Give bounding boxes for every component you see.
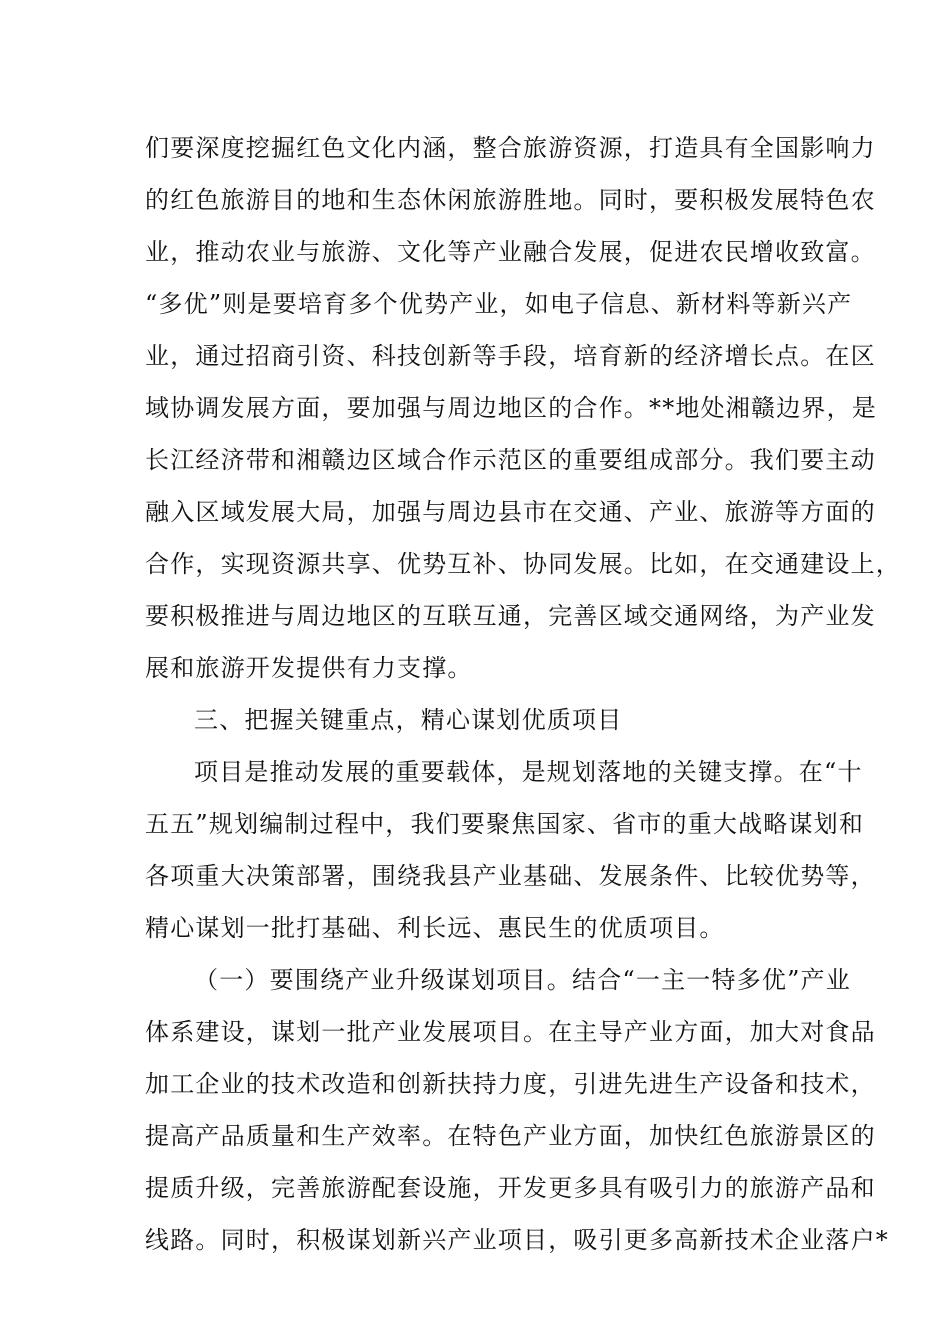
body-text-line: 业，通过招商引资、科技创新等手段，培育新的经济增长点。在区 xyxy=(145,342,876,370)
subsection-heading-line: （一）要围绕产业升级谋划项目。结合“一主一特多优”产业 xyxy=(194,966,851,994)
body-text-line: 体系建设，谋划一批产业发展项目。在主导产业方面，加大对食品 xyxy=(145,1018,876,1046)
body-text-line: 合作，实现资源共享、优势互补、协同发展。比如，在交通建设上， xyxy=(145,550,901,578)
body-text-line: 融入区域发展大局，加强与周边县市在交通、产业、旅游等方面的 xyxy=(145,498,876,526)
body-text-line: 精心谋划一批打基础、利长远、惠民生的优质项目。 xyxy=(145,914,725,942)
body-text-line: 提高产品质量和生产效率。在特色产业方面，加快红色旅游景区的 xyxy=(145,1122,876,1150)
body-text-line: 提质升级，完善旅游配套设施，开发更多具有吸引力的旅游产品和 xyxy=(145,1174,876,1202)
body-text-line: 的红色旅游目的地和生态休闲旅游胜地。同时，要积极发展特色农 xyxy=(145,186,876,214)
body-text-line: “多优”则是要培育多个优势产业，如电子信息、新材料等新兴产 xyxy=(145,290,853,318)
body-text-line: 业，推动农业与旅游、文化等产业融合发展，促进农民增收致富。 xyxy=(145,238,876,266)
body-text-line: 加工企业的技术改造和创新扶持力度，引进先进生产设备和技术， xyxy=(145,1070,876,1098)
body-text-line: 展和旅游开发提供有力支撑。 xyxy=(145,654,473,682)
body-text-line: 长江经济带和湘赣边区域合作示范区的重要组成部分。我们要主动 xyxy=(145,446,876,474)
section-heading: 三、把握关键重点，精心谋划优质项目 xyxy=(194,706,623,734)
body-text-line: 五五”规划编制过程中，我们要聚焦国家、省市的重大战略谋划和 xyxy=(145,810,865,838)
body-text-line: 们要深度挖掘红色文化内涵，整合旅游资源，打造具有全国影响力 xyxy=(145,134,876,162)
body-text-line: 线路。同时，积极谋划新兴产业项目，吸引更多高新技术企业落户* xyxy=(145,1226,889,1254)
body-text-line: 域协调发展方面，要加强与周边地区的合作。**地处湘赣边界，是 xyxy=(145,394,877,422)
body-text-line: 要积极推进与周边地区的互联互通，完善区域交通网络，为产业发 xyxy=(145,602,876,630)
body-text-line: 项目是推动发展的重要载体，是规划落地的关键支撑。在“十 xyxy=(194,758,863,786)
body-text-line: 各项重大决策部署，围绕我县产业基础、发展条件、比较优势等， xyxy=(145,862,876,890)
